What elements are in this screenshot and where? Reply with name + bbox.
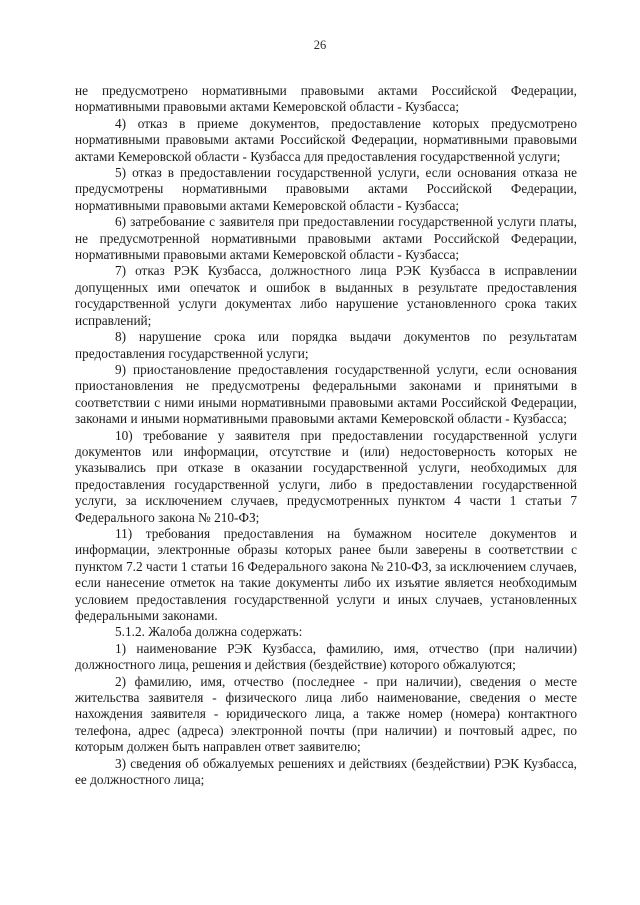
paragraph: 7) отказ РЭК Кузбасса, должностного лица РЭК Кузбасса в исправлении допущенных ими опечаток и ошибок в выданных в результате предоставления государственной услуги документах либо нарушение установленного срока таких исправлений; <box>75 263 577 328</box>
paragraph: 5) отказ в предоставлении государственной услуги, если основания отказа не предусмотрены нормативными правовыми актами Российской Федерации, нормативными правовыми актами Кемеровской области - Кузбасса; <box>75 165 577 213</box>
paragraph: 10) требование у заявителя при предоставлении государственной услуги документов или информации, отсутствие и (или) недостоверность которых не указывались при отказе в оказании государственной услуги, необходимых для предоставления государственной услуги, либо в предоставлении государственной услуги, за исключением случаев, предусмотренных пунктом 4 части 1 статьи 7 Федерального закона № 210-ФЗ; <box>75 427 577 525</box>
paragraph: 2) фамилию, имя, отчество (последнее - при наличии), сведения о месте жительства заявителя - физического лица либо наименование, сведения о месте нахождения заявителя - юридического лица, а также номер (номера) контактного телефона, адрес (адреса) электронной почты (при наличии) и почтовый адрес, по которым должен быть направлен ответ заявителю; <box>75 673 577 755</box>
paragraph: 3) сведения об обжалуемых решениях и действиях (бездействии) РЭК Кузбасса, ее должностного лица; <box>75 755 577 788</box>
paragraph: 6) затребование с заявителя при предоставлении государственной услуги платы, не предусмотренной нормативными правовыми актами Российской Федерации, нормативными правовыми актами Кемеровской области - Кузбасса; <box>75 214 577 263</box>
document-body <box>75 83 577 788</box>
paragraph: 11) требования предоставления на бумажном носителе документов и информации, электронные образы которых ранее были заверены в соответствии с пунктом 7.2 части 1 статьи 16 Федерального закона № 210-ФЗ, за исключением случаев, если нанесение отметок на такие документы либо их изъятие является необходимым условием предоставления государственной услуги и иных случаев, установленных федеральными законами. <box>75 525 577 623</box>
paragraph: 9) приостановление предоставления государственной услуги, если основания приостановления не предусмотрены федеральными законами и принятыми в соответствии с ними иными нормативными правовыми актами Российской Федерации, законами и иными нормативными правовыми актами Кемеровской области - Кузбасса; <box>75 361 577 427</box>
paragraph: не предусмотрено нормативными правовыми актами Российской Федерации, нормативными правовыми актами Кемеровской области - Кузбасса; <box>75 83 577 115</box>
paragraph: 1) наименование РЭК Кузбасса, фамилию, имя, отчество (при наличии) должностного лица, решения и действия (бездействие) которого обжалуются; <box>75 640 577 673</box>
paragraph: 8) нарушение срока или порядка выдачи документов по результатам предоставления государственной услуги; <box>75 329 577 361</box>
paragraph: 4) отказ в приеме документов, предоставление которых предусмотрено нормативными правовыми актами Российской Федерации, нормативными правовыми актами Кемеровской области - Кузбасса для предоставления государственной услуги; <box>75 115 577 164</box>
page-number: 26 <box>313 38 327 52</box>
section-heading: 5.1.2. Жалоба должна содержать: <box>115 624 303 640</box>
